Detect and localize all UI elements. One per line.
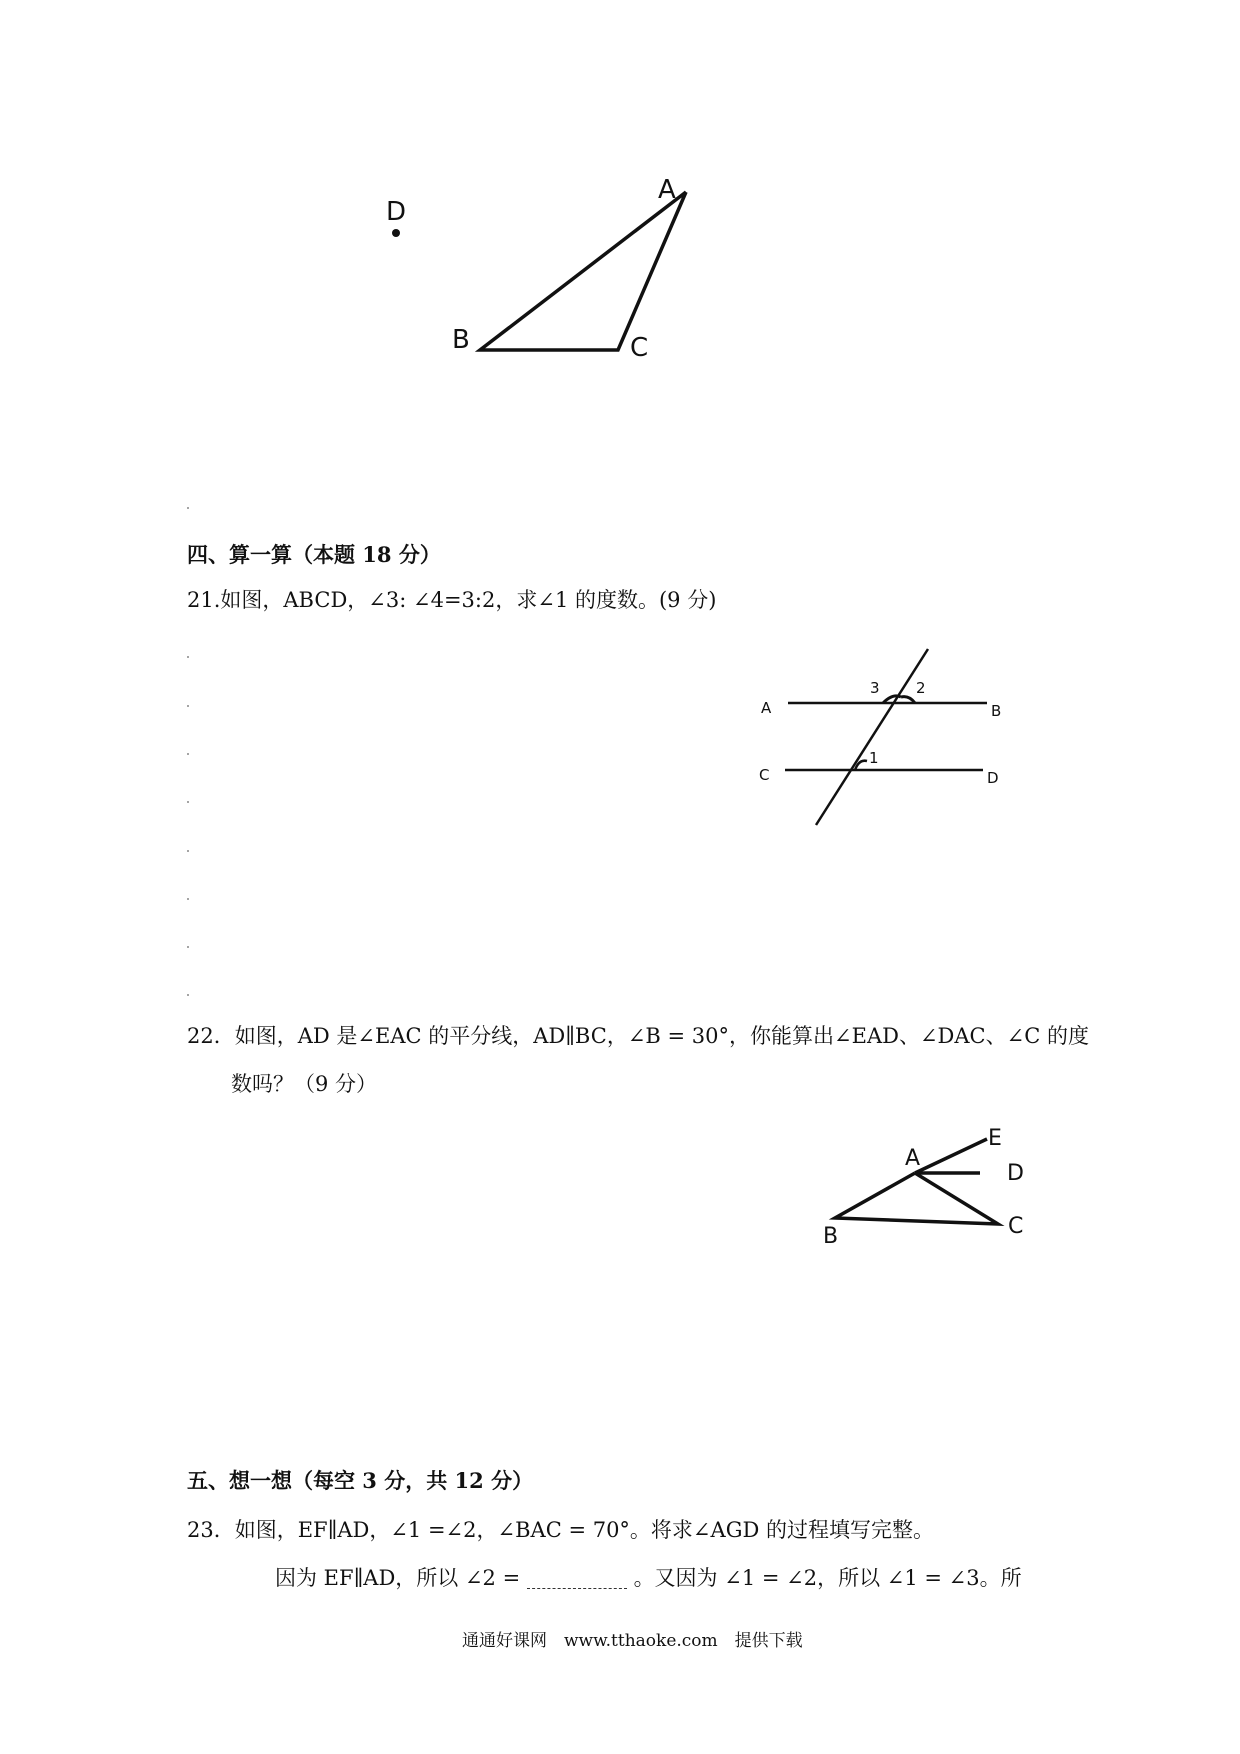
label-d: D bbox=[386, 197, 407, 227]
point-d bbox=[392, 229, 400, 237]
label-c: C bbox=[630, 333, 649, 360]
triangle-abc bbox=[835, 1173, 998, 1224]
margin-speck bbox=[187, 801, 189, 803]
label-c: C bbox=[759, 766, 770, 784]
q23-line2 bbox=[275, 1562, 1022, 1592]
q22-line2: 数吗？（9 分） bbox=[231, 1072, 378, 1096]
label-a: A bbox=[658, 175, 676, 205]
margin-speck bbox=[187, 507, 189, 509]
footer-text: 通通好课网 www.tthaoke.com 提供下载 bbox=[462, 1631, 803, 1651]
label-b: B bbox=[452, 325, 470, 355]
label-e: E bbox=[988, 1126, 1002, 1151]
margin-speck bbox=[187, 705, 189, 707]
label-c: C bbox=[1008, 1214, 1024, 1239]
margin-speck bbox=[187, 850, 189, 852]
q23-line2-part1: 因为 EF∥AD，所以 ∠2 = bbox=[275, 1566, 521, 1590]
margin-speck bbox=[187, 994, 189, 996]
margin-speck bbox=[187, 898, 189, 900]
q23-text: 23．如图，EF∥AD，∠1 =∠2，∠BAC = 70°。将求∠AGD 的过程填写完整。 bbox=[187, 1518, 934, 1542]
section4-title: 四、算一算（本题 18 分） bbox=[187, 542, 441, 567]
q21-text: 21.如图，ABCD，∠3: ∠4=3:2，求∠1 的度数。(9 分) bbox=[187, 588, 717, 612]
transversal bbox=[816, 649, 928, 825]
label-a: A bbox=[905, 1146, 921, 1171]
angle-label-2: 2 bbox=[916, 679, 926, 697]
triangle-abc bbox=[480, 192, 686, 350]
bisector-figure bbox=[810, 1120, 1040, 1260]
label-b: B bbox=[991, 702, 1002, 720]
ray-ae bbox=[915, 1139, 987, 1173]
q22-line1: 22．如图，AD 是∠EAC 的平分线，AD∥BC，∠B = 30°，你能算出∠EAD、∠DAC、∠C 的度 bbox=[187, 1024, 1089, 1048]
label-d: D bbox=[987, 769, 999, 787]
label-d: D bbox=[1007, 1161, 1024, 1186]
section5-title: 五、想一想（每空 3 分，共 12 分） bbox=[187, 1468, 534, 1493]
margin-speck bbox=[187, 753, 189, 755]
label-b: B bbox=[823, 1224, 839, 1249]
margin-speck bbox=[187, 656, 189, 658]
angle-label-3: 3 bbox=[870, 679, 880, 697]
label-a: A bbox=[761, 699, 772, 717]
triangle-figure bbox=[360, 160, 740, 360]
q23-line2-part2: 。又因为 ∠1 = ∠2，所以 ∠1 = ∠3。所 bbox=[633, 1566, 1022, 1590]
angle-label-1: 1 bbox=[869, 749, 879, 767]
answer-blank[interactable] bbox=[527, 1570, 627, 1589]
margin-speck bbox=[187, 946, 189, 948]
parallel-lines-figure bbox=[755, 645, 1025, 835]
